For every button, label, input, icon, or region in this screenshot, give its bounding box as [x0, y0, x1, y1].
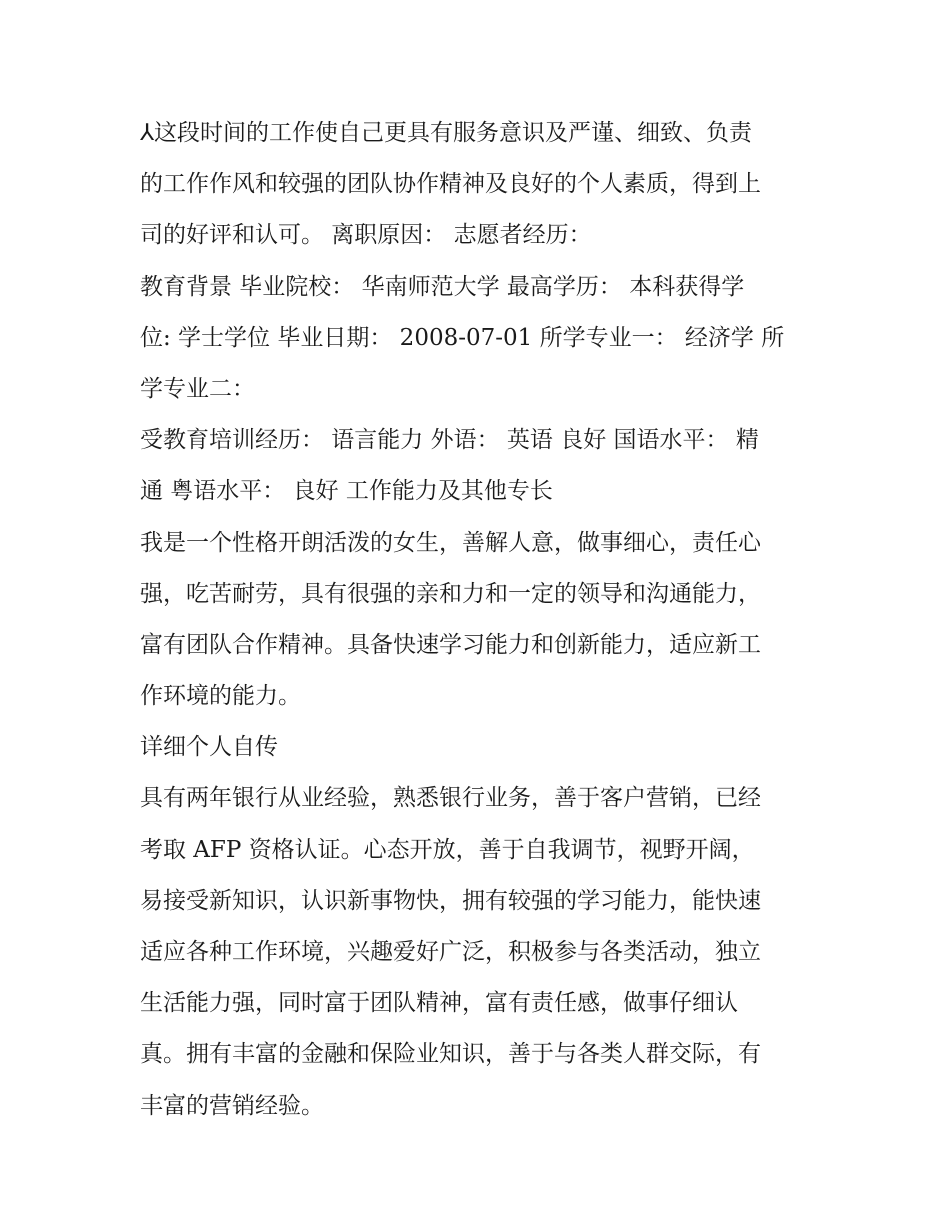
text-line: 的工作作风和较强的团队协作精神及良好的个人素质，得到上	[140, 171, 761, 198]
text-line: 生活能力强，同时富于团队精神，富有责任感，做事仔细认	[140, 990, 738, 1017]
text-line: 受教育培训经历： 语言能力 外语： 英语 良好 国语水平： 精	[140, 427, 759, 454]
text-line: 丰富的营销经验。	[140, 1092, 324, 1119]
section-heading: 详细个人自传	[140, 734, 278, 761]
text-line: ⅄这段时间的工作使自己更具有服务意识及严谨、细致、负责	[140, 120, 753, 146]
text-line: 易接受新知识，认识新事物快，拥有较强的学习能力，能快速	[140, 887, 761, 914]
text-line: 学专业二：	[140, 375, 255, 402]
text-line: 位: 学士学位 毕业日期： 2008-07-01 所学专业一： 经济学 所	[140, 324, 785, 351]
text-line: 作环境的能力。	[140, 683, 301, 710]
text-line: 司的好评和认可。 离职原因： 志愿者经历：	[140, 222, 592, 249]
text-line: 真。拥有丰富的金融和保险业知识，善于与各类人群交际，有	[140, 1041, 761, 1068]
text-line: 考取 AFP 资格认证。心态开放，善于自我调节，视野开阔，	[140, 836, 755, 863]
text-line: 富有团队合作精神。具备快速学习能力和创新能力，适应新工	[140, 631, 761, 658]
text-line: 具有两年银行从业经验，熟悉银行业务，善于客户营销，已经	[140, 785, 761, 812]
text-line: 我是一个性格开朗活泼的女生，善解人意，做事细心，责任心	[140, 529, 761, 556]
text-line: 教育背景 毕业院校： 华南师范大学 最高学历： 本科获得学	[140, 273, 745, 300]
text-line: 强，吃苦耐劳，具有很强的亲和力和一定的领导和沟通能力，	[140, 580, 761, 607]
document-body	[140, 108, 820, 1132]
text-line: 通 粤语水平： 良好 工作能力及其他专长	[140, 478, 553, 505]
text-line: 适应各种工作环境，兴趣爱好广泛，积极参与各类活动，独立	[140, 939, 761, 965]
